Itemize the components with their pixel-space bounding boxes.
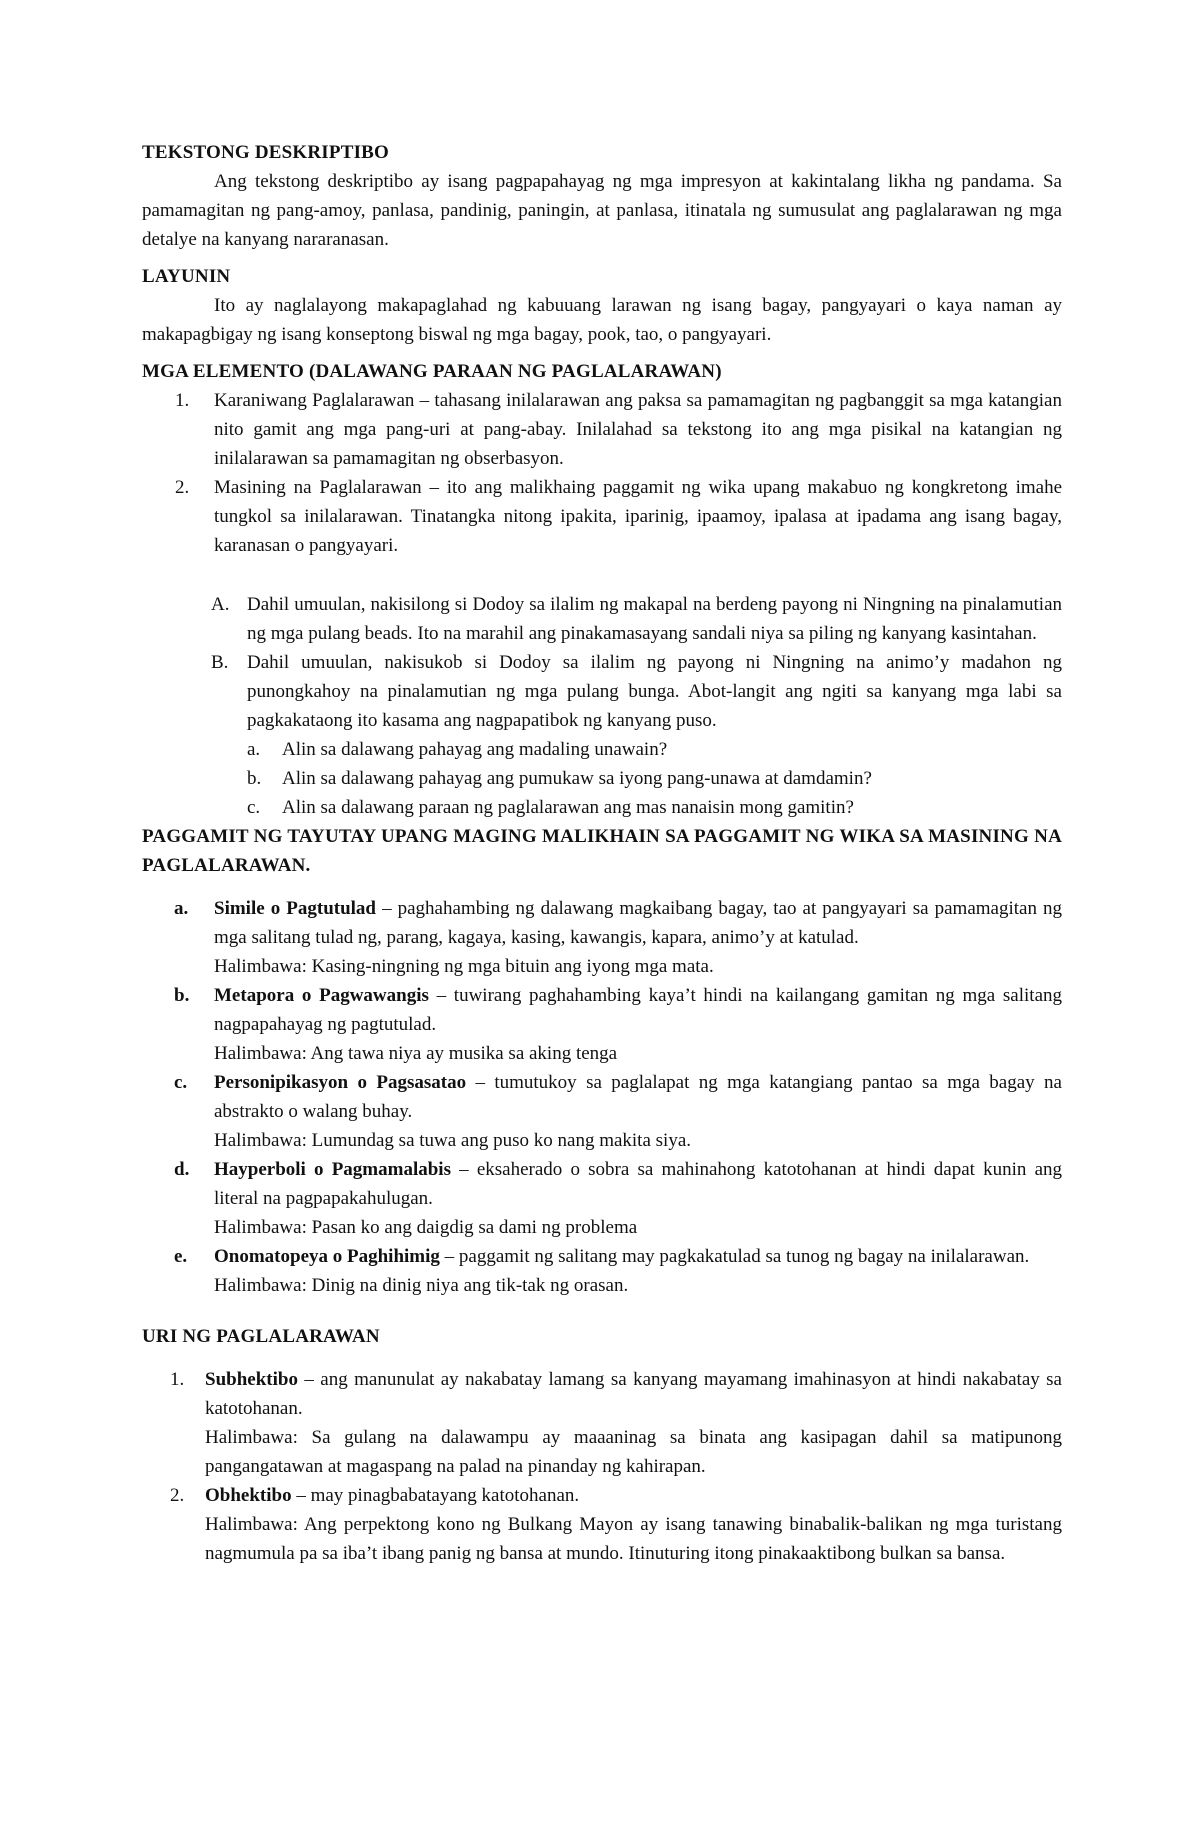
figure-example: Halimbawa: Kasing-ningning ng mga bituin ang iyong mga mata. bbox=[214, 956, 714, 977]
type-term: Obhektibo bbox=[205, 1485, 292, 1506]
tayutay-list bbox=[142, 894, 1062, 1300]
list-number: 2. bbox=[175, 477, 190, 498]
list-item bbox=[142, 473, 1062, 560]
example-letter: A. bbox=[211, 594, 230, 615]
question-text: Alin sa dalawang paraan ng paglalarawan ang mas nanaisin mong gamitin? bbox=[282, 797, 854, 818]
figure-term: Metapora o Pagwawangis bbox=[214, 985, 429, 1006]
figure-letter: c. bbox=[174, 1072, 188, 1093]
question-letter: c. bbox=[247, 797, 261, 818]
question-item bbox=[142, 793, 1062, 822]
elemento-list bbox=[142, 386, 1062, 560]
example-letter: B. bbox=[211, 652, 229, 673]
section-title-uri: URI NG PAGLALARAWAN bbox=[142, 1326, 380, 1347]
type-number: 1. bbox=[170, 1369, 185, 1390]
figure-of-speech-item bbox=[142, 1068, 1062, 1155]
list-number: 1. bbox=[175, 390, 190, 411]
figure-of-speech-item bbox=[142, 981, 1062, 1068]
figure-term: Simile o Pagtutulad bbox=[214, 898, 377, 919]
uri-list bbox=[142, 1365, 1062, 1568]
figure-letter: d. bbox=[174, 1159, 190, 1180]
paragraph-layunin: Ito ay naglalayong makapaglahad ng kabuuang larawan ng isang bagay, pangyayari o kaya naman ay makapagbigay ng isang konseptong biswal ng mga bagay, pook, tao, o pangyayari. bbox=[142, 295, 1062, 345]
figure-of-speech-item bbox=[142, 1155, 1062, 1242]
example-item bbox=[142, 590, 1062, 648]
figure-term: Personipikasyon o Pagsasatao bbox=[214, 1072, 467, 1093]
figure-definition: – eksaherado o sobra sa mahinahong katotohanan at hindi dapat kunin ang literal na pagpapakahulugan. bbox=[214, 1159, 1062, 1209]
figure-definition: – paghahambing ng dalawang magkaibang bagay, tao at pangyayari sa pamamagitan ng mga salitang tulad ng, parang, kagaya, kasing, kawangis, kapara, animo’y at katulad. bbox=[214, 898, 1063, 948]
type-example: Halimbawa: Sa gulang na dalawampu ay maaaninag sa binata ang kasipagan dahil sa matipunong pangangatawan at magaspang na palad na pinanday ng kahirapan. bbox=[205, 1427, 1062, 1477]
figure-definition: – paggamit ng salitang may pagkakatulad sa tunog ng bagay na inilalarawan. bbox=[439, 1246, 1030, 1267]
list-text: Karaniwang Paglalarawan – tahasang inilalarawan ang paksa sa pamamagitan ng pagbanggit sa mga katangian nito gamit ang mga pang-uri at pang-abay. Inilalahad sa tekstong ito ang mga pisikal na katangian ng inilalarawan sa pamamagitan ng obserbasyon. bbox=[214, 390, 1062, 469]
paragraph-tekstong: Ang tekstong deskriptibo ay isang pagpapahayag ng mga impresyon at kakintalang likha ng pandama. Sa pamamagitan ng pang-amoy, panlasa, pandinig, paningin, at panlasa, itinatala ng sumusulat ang paglalarawan ng mga detalye na kanyang nararanasan. bbox=[142, 171, 1062, 250]
figure-definition: – tumutukoy sa paglalapat ng mga katangiang pantao sa mga bagay na abstrakto o walang buhay. bbox=[214, 1072, 1062, 1122]
section-title-elemento: MGA ELEMENTO (DALAWANG PARAAN NG PAGLALARAWAN) bbox=[142, 361, 722, 382]
question-text: Alin sa dalawang pahayag ang pumukaw sa iyong pang-unawa at damdamin? bbox=[282, 768, 872, 789]
example-list bbox=[142, 590, 1062, 822]
figure-letter: a. bbox=[174, 898, 189, 919]
figure-example: Halimbawa: Lumundag sa tuwa ang puso ko nang makita siya. bbox=[214, 1130, 692, 1151]
type-definition: – may pinagbabatayang katotohanan. bbox=[291, 1485, 580, 1506]
figure-example: Halimbawa: Pasan ko ang daigdig sa dami ng problema bbox=[214, 1217, 638, 1238]
type-number: 2. bbox=[170, 1485, 185, 1506]
list-item bbox=[142, 386, 1062, 473]
type-example: Halimbawa: Ang perpektong kono ng Bulkang Mayon ay isang tanawing binabalik-balikan ng mga turistang nagmumula pa sa iba’t ibang panig ng bansa at mundo. Itinuturing itong pinakaaktibong bulkan sa bansa. bbox=[205, 1514, 1062, 1564]
example-text: Dahil umuulan, nakisilong si Dodoy sa ilalim ng makapal na berdeng payong ni Ningning na pinalamutian ng mga pulang beads. Ito na marahil ang pinakamasayang sandali niya sa piling ng kanyang kasintahan. bbox=[247, 594, 1062, 644]
figure-term: Hayperboli o Pagmamalabis bbox=[214, 1159, 451, 1180]
document-page bbox=[142, 138, 1062, 1568]
question-letter: a. bbox=[247, 739, 261, 760]
figure-definition: – tuwirang paghahambing kaya’t hindi na kailangang gamitan ng mga salitang nagpapahayag ng pagtutulad. bbox=[214, 985, 1062, 1035]
type-term: Subhektibo bbox=[205, 1369, 298, 1390]
section-title-tayutay: PAGGAMIT NG TAYUTAY UPANG MAGING MALIKHAIN SA PAGGAMIT NG WIKA SA MASINING NA PAGLALARAWAN. bbox=[142, 826, 1062, 876]
figure-example: Halimbawa: Dinig na dinig niya ang tik-tak ng orasan. bbox=[214, 1275, 629, 1296]
description-type-item bbox=[142, 1365, 1062, 1481]
list-text: Masining na Paglalarawan – ito ang malikhaing paggamit ng wika upang makabuo ng kongkretong imahe tungkol sa inilalarawan. Tinatangka nitong ipakita, iparinig, ipaamoy, ipalasa at ipadama ang isang bagay, karanasan o pangyayari. bbox=[214, 477, 1062, 556]
section-title-tekstong: TEKSTONG DESKRIPTIBO bbox=[142, 142, 390, 163]
figure-of-speech-item bbox=[142, 1242, 1062, 1300]
example-text: Dahil umuulan, nakisukob si Dodoy sa ilalim ng payong ni Ningning na animo’y madahon ng punongkahoy na pinalamutian ng mga pulang bunga. Abot-langit ang ngiti sa kanyang mga labi sa pagkakataong ito kasama ang nagpapatibok ng kanyang puso. bbox=[247, 652, 1062, 731]
question-text: Alin sa dalawang pahayag ang madaling unawain? bbox=[282, 739, 668, 760]
question-letter: b. bbox=[247, 768, 262, 789]
description-type-item bbox=[142, 1481, 1062, 1568]
question-item bbox=[142, 735, 1062, 764]
figure-letter: b. bbox=[174, 985, 190, 1006]
section-title-layunin: LAYUNIN bbox=[142, 266, 231, 287]
question-item bbox=[142, 764, 1062, 793]
type-definition: – ang manunulat ay nakabatay lamang sa kanyang mayamang imahinasyon at hindi nakabatay sa katotohanan. bbox=[205, 1369, 1062, 1419]
figure-term: Onomatopeya o Paghihimig bbox=[214, 1246, 440, 1267]
example-item bbox=[142, 648, 1062, 735]
figure-of-speech-item bbox=[142, 894, 1062, 981]
figure-letter: e. bbox=[174, 1246, 188, 1267]
figure-example: Halimbawa: Ang tawa niya ay musika sa aking tenga bbox=[214, 1043, 618, 1064]
